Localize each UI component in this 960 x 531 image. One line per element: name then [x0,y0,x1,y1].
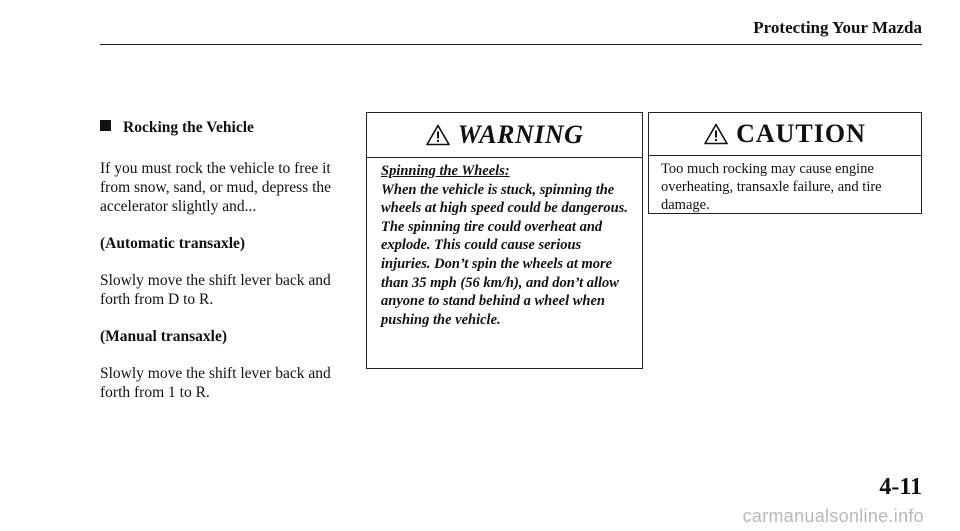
manual-paragraph: Slowly move the shift lever back and forth from 1 to R. [100,365,331,401]
header-rule [100,44,922,45]
square-bullet-icon [100,120,111,131]
intro-paragraph: If you must rock the vehicle to free it from snow, sand, or mud, depress the accelerator slightly and... [100,160,332,215]
section-title-text: Rocking the Vehicle [123,119,254,136]
warning-body [367,158,642,329]
caution-box [648,112,922,214]
manual-heading: (Manual transaxle) [100,328,228,345]
warning-heading: Spinning the Wheels: [381,163,510,179]
caution-triangle-icon [704,123,728,145]
section-title [100,118,360,137]
warning-title [367,113,642,158]
warning-box [366,112,643,369]
caution-text: Too much rocking may cause engine overheating, transaxle failure, and tire damage. [661,161,882,213]
caution-title-text: CAUTION [736,119,866,148]
watermark: carmanualsonline.info [742,506,924,526]
automatic-heading: (Automatic transaxle) [100,235,246,252]
main-column [100,118,360,420]
warning-text: When the vehicle is stuck, spinning the wheels at high speed could be dangerous. The spinning tire could overheat and explode. This could cause serious injuries. Don’t spin the wheels at more than 35 mph (56 km/h), and don’t allow anyone to stand behind a wheel when pushing the vehicle. [381,181,628,328]
automatic-paragraph: Slowly move the shift lever back and forth from D to R. [100,272,331,308]
warning-triangle-icon [426,124,450,146]
running-header: Protecting Your Mazda [753,18,922,37]
page-number: 4-11 [879,474,922,500]
caution-title [649,113,921,156]
warning-title-text: WARNING [457,120,584,149]
